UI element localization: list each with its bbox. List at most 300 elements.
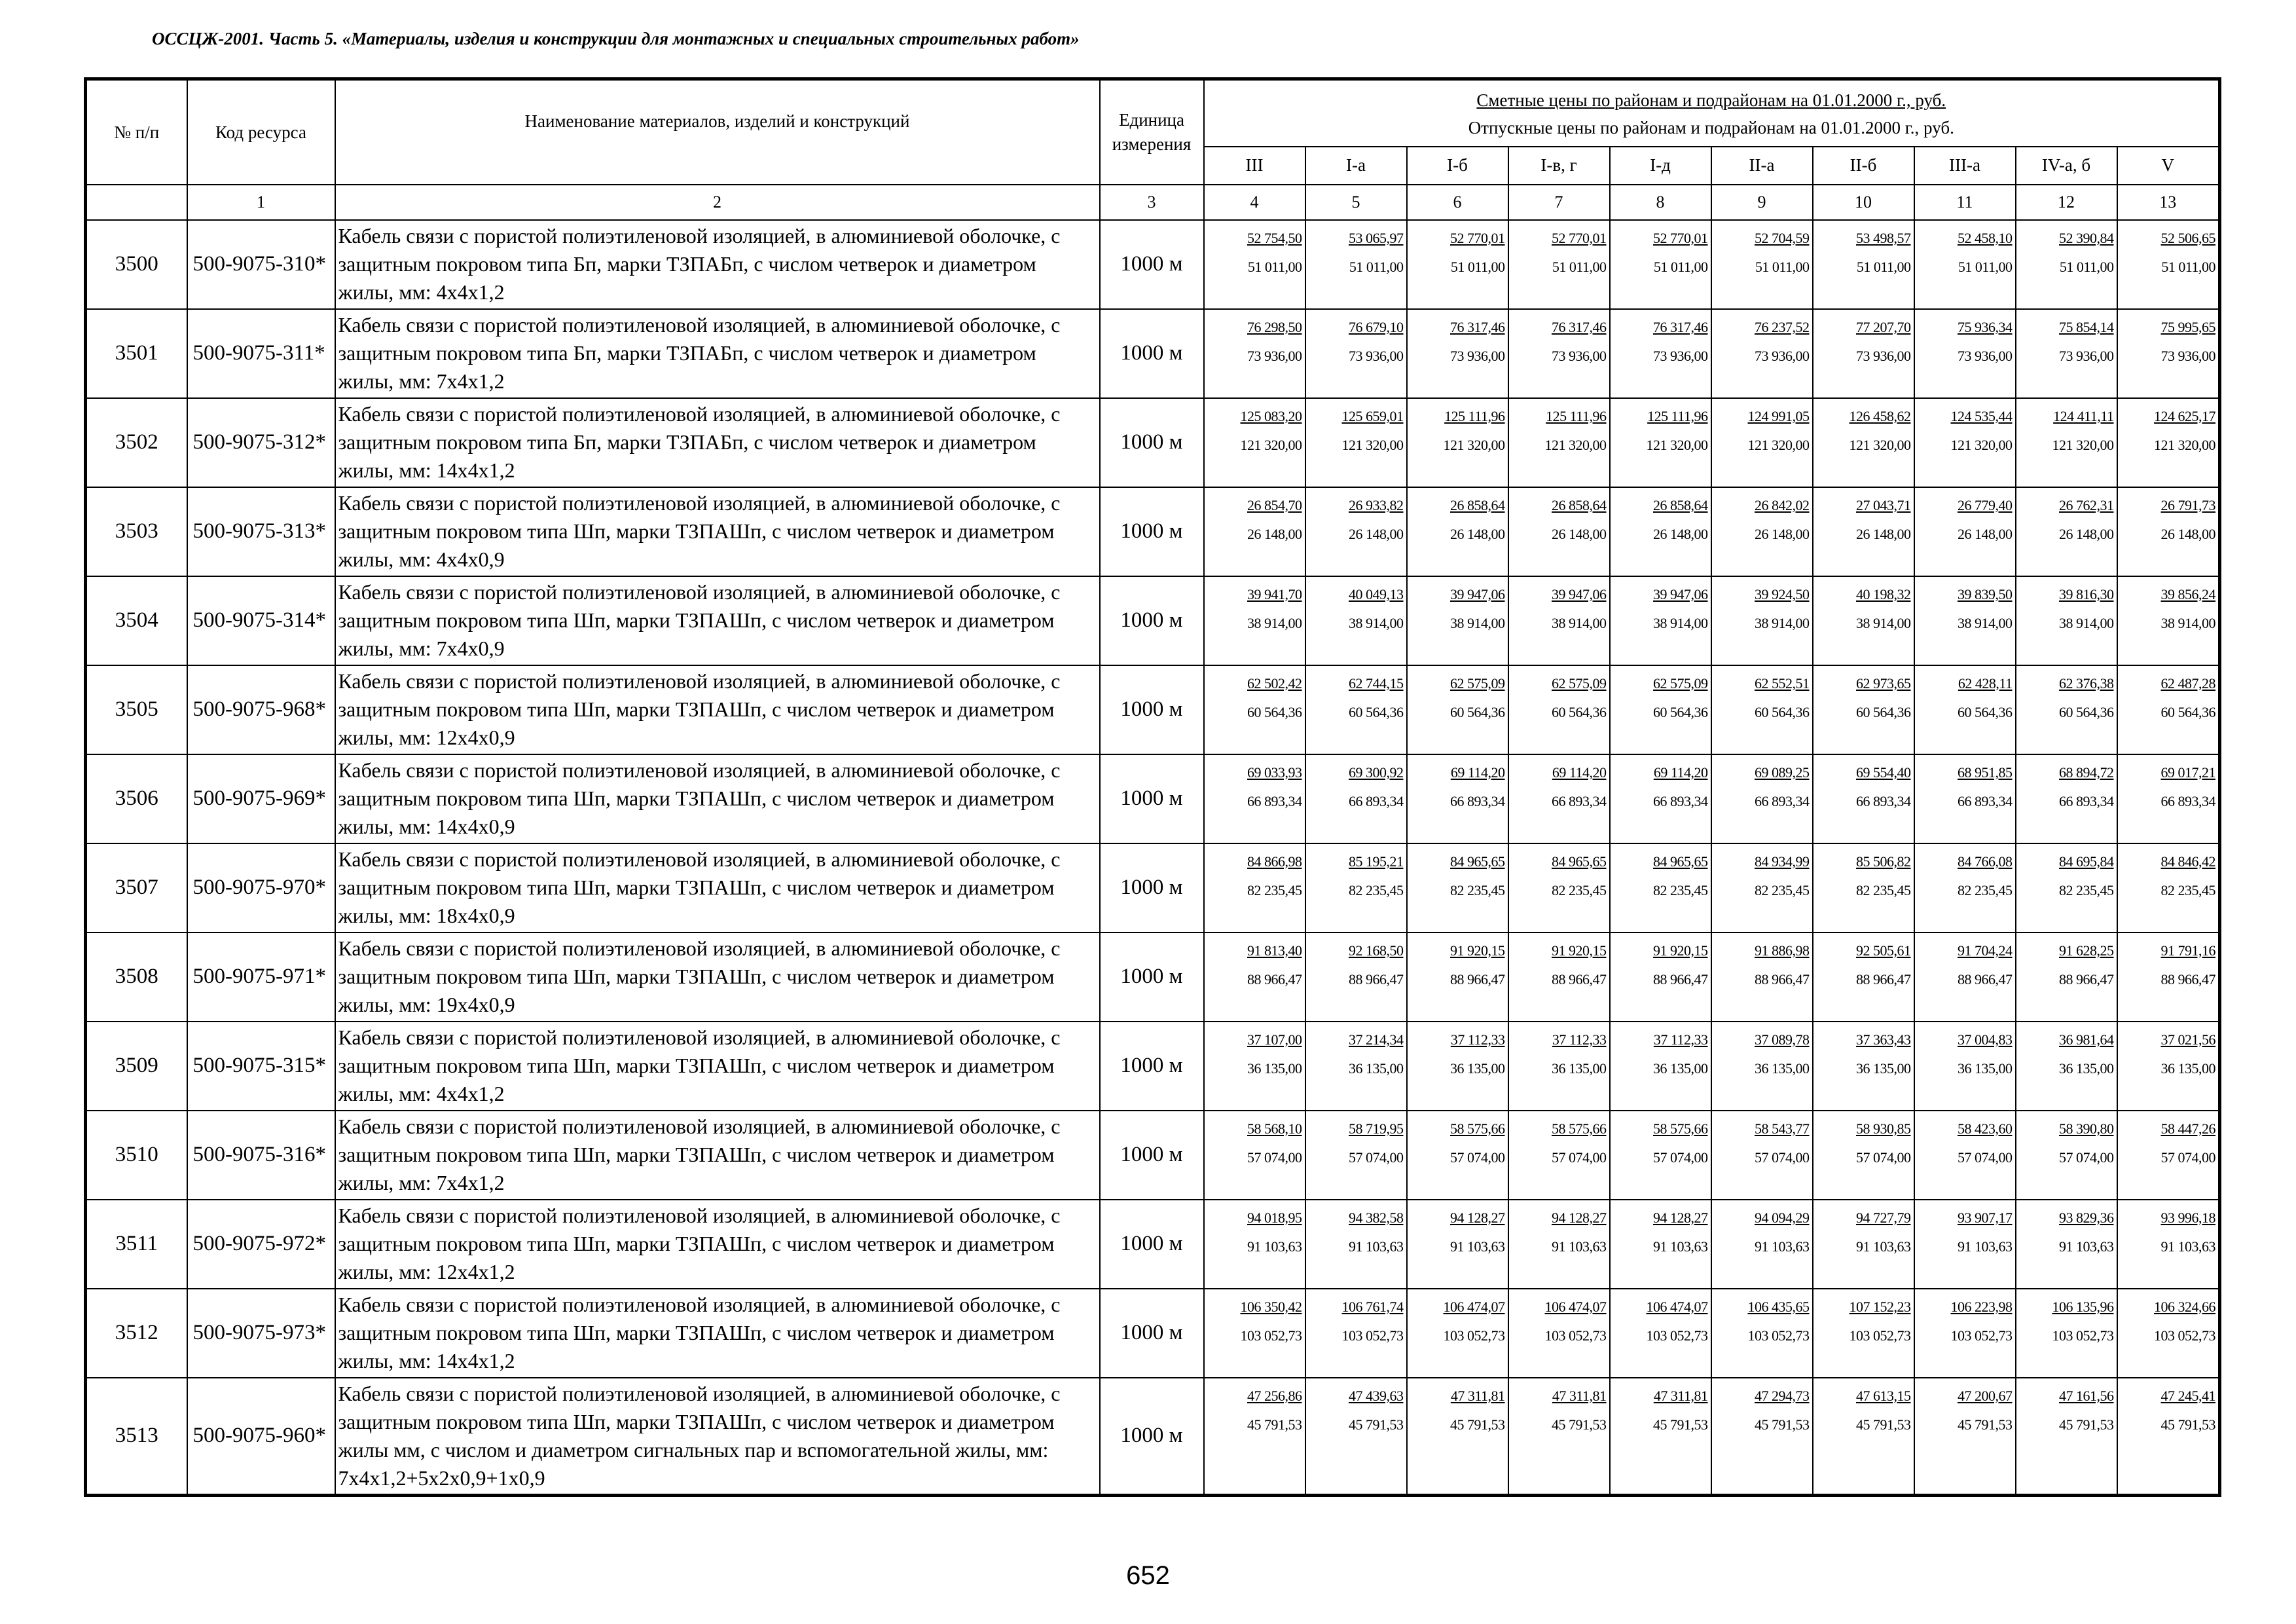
estimate-price: 53 498,57 (1856, 229, 1911, 246)
release-price: 91 103,63 (1958, 1238, 2013, 1255)
table-row (86, 1289, 2220, 1378)
release-price: 60 564,36 (1450, 703, 1505, 720)
column-number: 5 (1305, 185, 1407, 220)
table-row (86, 220, 2220, 309)
release-price: 121 320,00 (1443, 436, 1505, 453)
estimate-price: 26 858,64 (1552, 496, 1607, 513)
estimate-price: 75 995,65 (2160, 318, 2216, 335)
unit-of-measure: 1000 м (1100, 1111, 1204, 1200)
row-number: 3501 (86, 309, 187, 398)
release-price: 66 893,34 (1958, 792, 2013, 809)
release-price: 36 135,00 (1856, 1060, 1911, 1077)
estimate-price: 93 996,18 (2160, 1209, 2216, 1226)
estimate-price: 94 128,27 (1450, 1209, 1505, 1226)
price-cell (1407, 220, 1508, 309)
price-cell (2117, 843, 2220, 932)
price-cell (1508, 1022, 1610, 1111)
release-price: 36 135,00 (1653, 1060, 1708, 1077)
estimate-price: 37 089,78 (1755, 1031, 1810, 1048)
table-row (86, 1022, 2220, 1111)
estimate-price: 58 447,26 (2160, 1120, 2216, 1137)
unit-of-measure: 1000 м (1100, 1200, 1204, 1289)
estimate-price: 92 505,61 (1856, 942, 1911, 959)
release-price: 82 235,45 (1755, 881, 1810, 898)
release-price: 60 564,36 (2059, 703, 2114, 720)
page-number: 652 (1126, 1561, 1170, 1590)
release-price: 103 052,73 (1950, 1327, 2013, 1344)
release-price: 45 791,53 (1755, 1416, 1810, 1433)
estimate-price: 106 761,74 (1341, 1298, 1404, 1315)
estimate-price: 52 770,01 (1653, 229, 1708, 246)
estimate-price: 39 856,24 (2160, 585, 2216, 602)
release-price: 45 791,53 (1958, 1416, 2013, 1433)
release-price: 60 564,36 (1349, 703, 1404, 720)
release-price: 73 936,00 (2160, 347, 2216, 364)
release-price: 91 103,63 (1247, 1238, 1302, 1255)
price-cell (1305, 665, 1407, 754)
estimate-price: 58 423,60 (1958, 1120, 2013, 1137)
column-number: 1 (187, 185, 335, 220)
release-price: 103 052,73 (1849, 1327, 1911, 1344)
unit-of-measure: 1000 м (1100, 487, 1204, 576)
release-price: 45 791,53 (2059, 1416, 2114, 1433)
price-cell (1305, 1111, 1407, 1200)
release-price: 38 914,00 (1653, 614, 1708, 631)
table-row (86, 1378, 2220, 1496)
estimate-price: 91 628,25 (2059, 942, 2114, 959)
release-price: 73 936,00 (1856, 347, 1911, 364)
column-number: 7 (1508, 185, 1610, 220)
region-header: II-а (1711, 147, 1813, 185)
release-price: 73 936,00 (1552, 347, 1607, 364)
price-cell (1508, 576, 1610, 665)
estimate-price: 37 021,56 (2160, 1031, 2216, 1048)
estimate-price: 39 947,06 (1653, 585, 1708, 602)
price-cell (2117, 398, 2220, 487)
release-price: 82 235,45 (1856, 881, 1911, 898)
release-price: 103 052,73 (1544, 1327, 1607, 1344)
price-cell (1914, 309, 2016, 398)
material-name: Кабель связи с пористой полиэтиленовой изоляцией, в алюминиевой оболочке, с защитным покровом типа Шп, марки ТЗПАШп, с числом четверок и диаметром жилы, мм: 14x4x0,9 (335, 754, 1100, 843)
estimate-price: 106 350,42 (1240, 1298, 1302, 1315)
price-cell (1204, 1289, 1305, 1378)
price-cell (1407, 1289, 1508, 1378)
release-price: 103 052,73 (1646, 1327, 1708, 1344)
estimate-price: 76 679,10 (1349, 318, 1404, 335)
release-price: 121 320,00 (2154, 436, 2216, 453)
price-cell (1914, 665, 2016, 754)
row-number: 3508 (86, 932, 187, 1022)
release-price: 36 135,00 (1552, 1060, 1607, 1077)
estimate-price: 93 829,36 (2059, 1209, 2114, 1226)
material-name: Кабель связи с пористой полиэтиленовой изоляцией, в алюминиевой оболочке, с защитным покровом типа Бп, марки ТЗПАБп, с числом четверок и диаметром жилы, мм: 14x4x1,2 (335, 398, 1100, 487)
release-price: 103 052,73 (2052, 1327, 2114, 1344)
price-cell (1813, 576, 1914, 665)
estimate-price: 37 112,33 (1552, 1031, 1607, 1048)
price-cell (1914, 843, 2016, 932)
estimate-price: 39 947,06 (1552, 585, 1607, 602)
table-row (86, 1200, 2220, 1289)
release-price: 88 966,47 (1552, 970, 1607, 987)
region-header: I-а (1305, 147, 1407, 185)
material-name: Кабель связи с пористой полиэтиленовой изоляцией, в алюминиевой оболочке, с защитным покровом типа Шп, марки ТЗПАШп, с числом четверок и диаметром жилы мм, с числом и диаметром сигнальных пар и вспомогательной жилы, мм: 7x4x1,2+5x2x0,9+1x0,9 (335, 1378, 1100, 1496)
price-cell (1204, 487, 1305, 576)
price-cell (2016, 487, 2117, 576)
estimate-price: 58 930,85 (1856, 1120, 1911, 1137)
price-cell (2117, 220, 2220, 309)
table-row (86, 1111, 2220, 1200)
release-price: 121 320,00 (1747, 436, 1810, 453)
release-price: 26 148,00 (1958, 525, 2013, 542)
release-price: 82 235,45 (1450, 881, 1505, 898)
estimate-price: 125 111,96 (1546, 407, 1607, 424)
resource-code: 500-9075-310* (187, 220, 335, 309)
release-price: 73 936,00 (1958, 347, 2013, 364)
estimate-price: 91 813,40 (1247, 942, 1302, 959)
estimate-price: 40 049,13 (1349, 585, 1404, 602)
price-cell (1305, 1289, 1407, 1378)
price-cell (1813, 487, 1914, 576)
price-cell (1711, 1289, 1813, 1378)
estimate-price: 69 114,20 (1450, 764, 1505, 781)
table-row (86, 398, 2220, 487)
release-price: 91 103,63 (1653, 1238, 1708, 1255)
resource-code: 500-9075-312* (187, 398, 335, 487)
release-price: 45 791,53 (1247, 1416, 1302, 1433)
table-row (86, 576, 2220, 665)
estimate-price: 76 298,50 (1247, 318, 1302, 335)
resource-code: 500-9075-960* (187, 1378, 335, 1496)
price-cell (1305, 1200, 1407, 1289)
price-cell (2117, 665, 2220, 754)
price-cell (1204, 665, 1305, 754)
estimate-price: 47 256,86 (1247, 1387, 1302, 1404)
price-cell (1407, 843, 1508, 932)
price-cell (1204, 932, 1305, 1022)
price-cell (2016, 665, 2117, 754)
estimate-price: 62 376,38 (2059, 674, 2114, 692)
release-price: 57 074,00 (1958, 1149, 2013, 1166)
estimate-price: 76 317,46 (1450, 318, 1505, 335)
price-cell (1407, 398, 1508, 487)
release-price: 82 235,45 (1552, 881, 1607, 898)
estimate-price: 106 324,66 (2154, 1298, 2216, 1315)
estimate-price: 26 842,02 (1755, 496, 1810, 513)
estimate-price: 69 089,25 (1755, 764, 1810, 781)
release-price: 36 135,00 (1958, 1060, 2013, 1077)
estimate-price: 84 965,65 (1552, 853, 1607, 870)
estimate-price: 47 439,63 (1349, 1387, 1404, 1404)
estimate-price: 84 695,84 (2059, 853, 2114, 870)
region-header: I-б (1407, 147, 1508, 185)
release-price: 88 966,47 (2160, 970, 2216, 987)
material-name: Кабель связи с пористой полиэтиленовой изоляцией, в алюминиевой оболочке, с защитным покровом типа Шп, марки ТЗПАШп, с числом четверок и диаметром жилы, мм: 4x4x1,2 (335, 1022, 1100, 1111)
release-price: 38 914,00 (1755, 614, 1810, 631)
price-cell (1711, 220, 1813, 309)
estimate-price: 76 317,46 (1552, 318, 1607, 335)
table-row (86, 665, 2220, 754)
estimate-price: 47 613,15 (1856, 1387, 1911, 1404)
release-price: 88 966,47 (1450, 970, 1505, 987)
estimate-price: 26 933,82 (1349, 496, 1404, 513)
estimate-price: 26 779,40 (1958, 496, 2013, 513)
release-price: 103 052,73 (1747, 1327, 1810, 1344)
estimate-price: 39 947,06 (1450, 585, 1505, 602)
release-price: 36 135,00 (2160, 1060, 2216, 1077)
price-cell (1305, 398, 1407, 487)
price-cell (1813, 1111, 1914, 1200)
release-price: 88 966,47 (1856, 970, 1911, 987)
price-cell (1711, 1378, 1813, 1496)
price-cell (1610, 754, 1711, 843)
release-price: 60 564,36 (2160, 703, 2216, 720)
release-price: 60 564,36 (1856, 703, 1911, 720)
release-price: 36 135,00 (1247, 1060, 1302, 1077)
estimate-price: 52 754,50 (1247, 229, 1302, 246)
release-price: 82 235,45 (2160, 881, 2216, 898)
estimate-price: 47 161,56 (2059, 1387, 2114, 1404)
column-number: 3 (1100, 185, 1204, 220)
release-price: 38 914,00 (1247, 614, 1302, 631)
estimate-price: 47 311,81 (1653, 1387, 1708, 1404)
estimate-price: 53 065,97 (1349, 229, 1404, 246)
estimate-price: 76 317,46 (1653, 318, 1708, 335)
price-cell (2117, 1022, 2220, 1111)
release-price: 57 074,00 (2059, 1149, 2114, 1166)
price-cell (1508, 1111, 1610, 1200)
col-header-code: Код ресурса (187, 79, 335, 185)
resource-code: 500-9075-971* (187, 932, 335, 1022)
price-cell (1813, 665, 1914, 754)
release-price: 121 320,00 (1950, 436, 2013, 453)
col-header-name: Наименование материалов, изделий и конструкций (335, 79, 1100, 185)
estimate-price: 69 033,93 (1247, 764, 1302, 781)
release-price: 66 893,34 (1755, 792, 1810, 809)
estimate-price: 62 428,11 (1958, 674, 2013, 692)
release-price: 51 011,00 (1958, 258, 2013, 275)
table-row (86, 932, 2220, 1022)
release-price: 45 791,53 (1349, 1416, 1404, 1433)
estimate-price: 69 114,20 (1653, 764, 1708, 781)
price-cell (2016, 843, 2117, 932)
region-header: I-в, г (1508, 147, 1610, 185)
column-number: 6 (1407, 185, 1508, 220)
column-number: 11 (1914, 185, 2016, 220)
release-price: 57 074,00 (1755, 1149, 1810, 1166)
price-cell (1407, 1111, 1508, 1200)
price-cell (2016, 398, 2117, 487)
release-price: 60 564,36 (1958, 703, 2013, 720)
price-cell (1813, 1378, 1914, 1496)
price-cell (1508, 754, 1610, 843)
release-price: 45 791,53 (1450, 1416, 1505, 1433)
price-cell (1407, 665, 1508, 754)
price-cell (1305, 309, 1407, 398)
price-cell (1610, 309, 1711, 398)
price-cell (1711, 843, 1813, 932)
estimate-price: 91 886,98 (1755, 942, 1810, 959)
price-cell (1914, 1289, 2016, 1378)
release-price: 36 135,00 (1450, 1060, 1505, 1077)
release-price: 26 148,00 (1755, 525, 1810, 542)
price-cell (1508, 220, 1610, 309)
price-cell (1914, 398, 2016, 487)
price-cell (1204, 843, 1305, 932)
material-name: Кабель связи с пористой полиэтиленовой изоляцией, в алюминиевой оболочке, с защитным покровом типа Шп, марки ТЗПАШп, с числом четверок и диаметром жилы, мм: 18x4x0,9 (335, 843, 1100, 932)
release-price: 88 966,47 (1755, 970, 1810, 987)
estimate-price: 62 487,28 (2160, 674, 2216, 692)
col-header-no: № п/п (86, 79, 187, 185)
estimate-price: 26 858,64 (1450, 496, 1505, 513)
estimate-price: 52 506,65 (2160, 229, 2216, 246)
release-price: 103 052,73 (1341, 1327, 1404, 1344)
estimate-price: 37 214,34 (1349, 1031, 1404, 1048)
resource-code: 500-9075-970* (187, 843, 335, 932)
price-cell (1305, 576, 1407, 665)
row-number: 3502 (86, 398, 187, 487)
price-cell (2117, 1200, 2220, 1289)
release-price: 38 914,00 (1450, 614, 1505, 631)
price-cell (1711, 1022, 1813, 1111)
release-price: 26 148,00 (1450, 525, 1505, 542)
row-number: 3505 (86, 665, 187, 754)
release-price: 45 791,53 (1856, 1416, 1911, 1433)
price-cell (1711, 576, 1813, 665)
resource-code: 500-9075-314* (187, 576, 335, 665)
price-table (84, 77, 2221, 1497)
resource-code: 500-9075-315* (187, 1022, 335, 1111)
unit-of-measure: 1000 м (1100, 1289, 1204, 1378)
release-price: 51 011,00 (2059, 258, 2114, 275)
release-price: 66 893,34 (2160, 792, 2216, 809)
resource-code: 500-9075-316* (187, 1111, 335, 1200)
price-cell (1305, 220, 1407, 309)
release-price: 51 011,00 (1450, 258, 1505, 275)
unit-of-measure: 1000 м (1100, 1378, 1204, 1496)
price-cell (2117, 1289, 2220, 1378)
price-cell (1711, 1200, 1813, 1289)
price-cell (1508, 843, 1610, 932)
price-cell (1204, 1111, 1305, 1200)
estimate-price: 62 552,51 (1755, 674, 1810, 692)
release-price: 66 893,34 (1450, 792, 1505, 809)
price-cell (1711, 932, 1813, 1022)
estimate-price: 84 846,42 (2160, 853, 2216, 870)
estimate-price: 69 114,20 (1552, 764, 1607, 781)
estimate-price: 58 568,10 (1247, 1120, 1302, 1137)
price-cell (1204, 220, 1305, 309)
release-price: 121 320,00 (1544, 436, 1607, 453)
estimate-price: 106 435,65 (1747, 1298, 1810, 1315)
price-cell (1914, 487, 2016, 576)
row-number: 3513 (86, 1378, 187, 1496)
price-cell (1610, 398, 1711, 487)
release-price: 88 966,47 (1247, 970, 1302, 987)
price-cell (1305, 932, 1407, 1022)
release-price: 38 914,00 (2059, 614, 2114, 631)
release-price: 36 135,00 (2059, 1060, 2114, 1077)
table-row (86, 487, 2220, 576)
price-cell (1711, 398, 1813, 487)
price-cell (1711, 1111, 1813, 1200)
release-price: 57 074,00 (1856, 1149, 1911, 1166)
estimate-price: 107 152,23 (1849, 1298, 1911, 1315)
material-name: Кабель связи с пористой полиэтиленовой изоляцией, в алюминиевой оболочке, с защитным покровом типа Шп, марки ТЗПАШп, с числом четверок и диаметром жилы, мм: 12x4x1,2 (335, 1200, 1100, 1289)
price-cell (2016, 309, 2117, 398)
release-price: 60 564,36 (1755, 703, 1810, 720)
price-cell (1407, 754, 1508, 843)
estimate-price: 125 083,20 (1240, 407, 1302, 424)
release-price: 121 320,00 (1849, 436, 1911, 453)
price-cell (1407, 487, 1508, 576)
row-number: 3504 (86, 576, 187, 665)
release-price: 66 893,34 (1349, 792, 1404, 809)
release-price: 26 148,00 (1856, 525, 1911, 542)
release-price: 82 235,45 (1349, 881, 1404, 898)
estimate-price: 92 168,50 (1349, 942, 1404, 959)
price-cell (1204, 754, 1305, 843)
estimate-price: 69 300,92 (1349, 764, 1404, 781)
row-number: 3512 (86, 1289, 187, 1378)
estimate-price: 124 535,44 (1950, 407, 2013, 424)
resource-code: 500-9075-972* (187, 1200, 335, 1289)
price-cell (2117, 932, 2220, 1022)
price-cell (2117, 1111, 2220, 1200)
estimate-price: 85 506,82 (1856, 853, 1911, 870)
release-price: 60 564,36 (1552, 703, 1607, 720)
price-cell (1204, 1022, 1305, 1111)
release-price: 73 936,00 (1653, 347, 1708, 364)
estimate-price: 106 223,98 (1950, 1298, 2013, 1315)
price-cell (2016, 1200, 2117, 1289)
material-name: Кабель связи с пористой полиэтиленовой изоляцией, в алюминиевой оболочке, с защитным покровом типа Бп, марки ТЗПАБп, с числом четверок и диаметром жилы, мм: 4x4x1,2 (335, 220, 1100, 309)
release-price: 26 148,00 (1247, 525, 1302, 542)
price-cell (1711, 665, 1813, 754)
release-price: 51 011,00 (1247, 258, 1302, 275)
material-name: Кабель связи с пористой полиэтиленовой изоляцией, в алюминиевой оболочке, с защитным покровом типа Бп, марки ТЗПАБп, с числом четверок и диаметром жилы, мм: 7x4x1,2 (335, 309, 1100, 398)
price-cell (1914, 1111, 2016, 1200)
col-header-unit: Единица измерения (1100, 79, 1204, 185)
estimate-price: 52 770,01 (1450, 229, 1505, 246)
estimate-price: 75 854,14 (2059, 318, 2114, 335)
release-price: 57 074,00 (1653, 1149, 1708, 1166)
price-cell (1813, 1022, 1914, 1111)
price-cell (2117, 576, 2220, 665)
table-body (86, 220, 2220, 1496)
table-row (86, 843, 2220, 932)
price-cell (1813, 1289, 1914, 1378)
price-cell (1407, 1022, 1508, 1111)
running-header: ОССЦЖ-2001. Часть 5. «Материалы, изделия и конструкции для монтажных и специальных строительных работ» (152, 29, 1080, 48)
estimate-price: 106 474,07 (1544, 1298, 1607, 1315)
estimate-price: 39 924,50 (1755, 585, 1810, 602)
release-price: 26 148,00 (1653, 525, 1708, 542)
estimate-price: 94 094,29 (1755, 1209, 1810, 1226)
resource-code: 500-9075-968* (187, 665, 335, 754)
release-price: 45 791,53 (1552, 1416, 1607, 1433)
estimate-price: 124 991,05 (1747, 407, 1810, 424)
release-price: 38 914,00 (1552, 614, 1607, 631)
price-cell (2016, 1111, 2117, 1200)
price-cell (1813, 932, 1914, 1022)
estimate-price: 94 727,79 (1856, 1209, 1911, 1226)
release-price: 82 235,45 (1247, 881, 1302, 898)
estimate-price: 37 363,43 (1856, 1031, 1911, 1048)
price-cell (1914, 932, 2016, 1022)
release-price: 91 103,63 (1552, 1238, 1607, 1255)
release-price: 60 564,36 (1247, 703, 1302, 720)
release-price: 57 074,00 (1349, 1149, 1404, 1166)
